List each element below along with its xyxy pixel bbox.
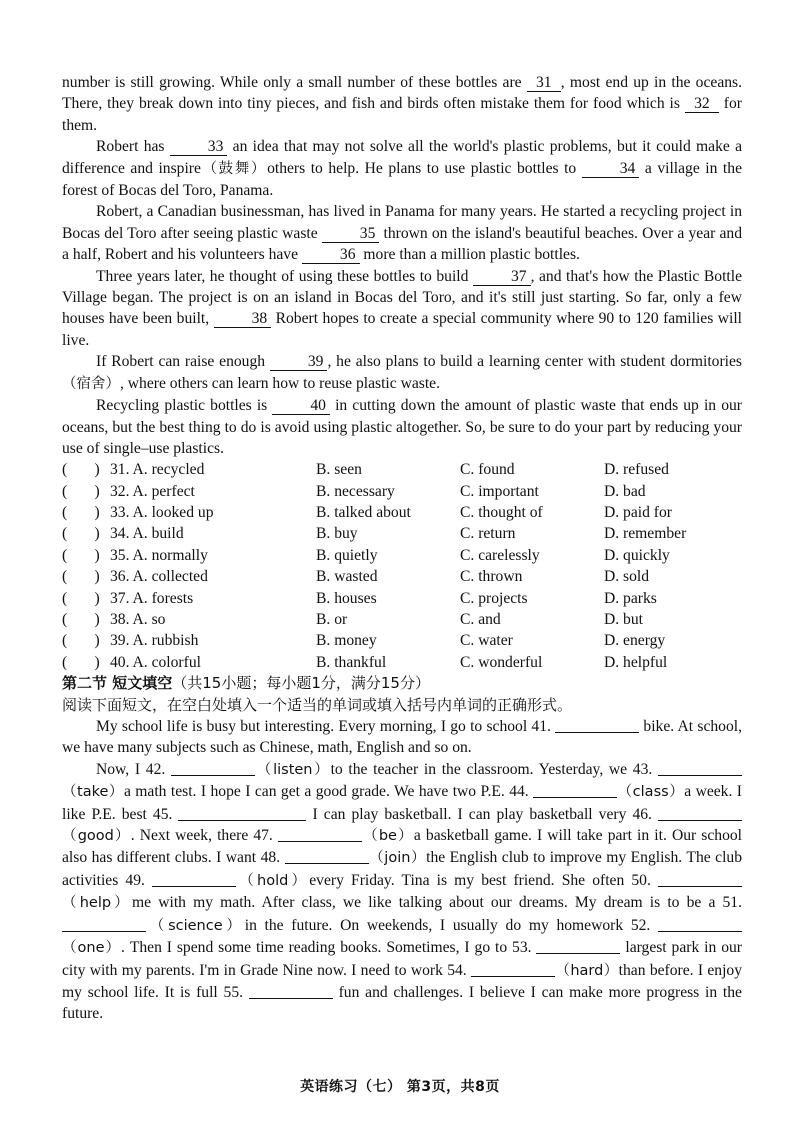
answer-bracket[interactable]: ( ) bbox=[62, 461, 100, 479]
passage-text: the English club to improve my English. The club activities 49. bbox=[62, 849, 742, 889]
answer-bracket[interactable]: ( ) bbox=[62, 482, 100, 500]
option-c: C. and bbox=[460, 611, 501, 629]
blank-number: 32 bbox=[685, 95, 719, 113]
answer-options bbox=[62, 459, 742, 673]
option-c: C. return bbox=[460, 525, 516, 543]
blank-number: 31 bbox=[527, 74, 561, 92]
option-d: D. quickly bbox=[604, 546, 670, 564]
option-b: B. talked about bbox=[316, 504, 411, 522]
option-row bbox=[62, 588, 742, 609]
blank-number: 33 bbox=[170, 138, 228, 156]
answer-bracket[interactable]: ( ) bbox=[62, 568, 100, 586]
passage-text: Robert, a Canadian businessman, has lived in Panama for many years. He started a recycling project in Bocas del Toro after seeing plastic waste bbox=[62, 203, 742, 242]
answer-bracket[interactable]: ( ) bbox=[62, 589, 100, 607]
blank-number: 35 bbox=[322, 225, 380, 243]
option-a: 39. A. rubbish bbox=[110, 632, 199, 650]
option-c: C. thought of bbox=[460, 504, 543, 522]
option-c: C. wonderful bbox=[460, 653, 543, 671]
option-b: B. thankful bbox=[316, 653, 387, 671]
passage-text: me with my math. After class, we like talking about our dreams. My dream is to be a 51. bbox=[132, 894, 742, 912]
passage-text: than before. I enjoy my school life. It is full 55. bbox=[62, 961, 742, 1001]
hint-text: （good） bbox=[62, 828, 131, 845]
answer-blank[interactable] bbox=[658, 916, 742, 932]
passage1-paragraph bbox=[62, 201, 742, 265]
option-a: 33. A. looked up bbox=[110, 504, 214, 522]
blank-number: 37 bbox=[473, 268, 531, 286]
option-row bbox=[62, 652, 742, 673]
hint-text: （鼓舞） bbox=[200, 160, 268, 177]
blank-number: 38 bbox=[214, 310, 272, 328]
passage-text: a basketball game. I will take part in it. Our school also has different clubs. I want 48. bbox=[62, 827, 743, 867]
answer-blank[interactable] bbox=[471, 961, 555, 977]
passage2-paragraph bbox=[62, 716, 742, 759]
answer-bracket[interactable]: ( ) bbox=[62, 632, 100, 650]
option-a: 32. A. perfect bbox=[110, 482, 195, 500]
passage1-paragraph bbox=[62, 351, 742, 395]
passage-text: others to help. He plans to use plastic bottles to bbox=[267, 159, 582, 177]
passage-text: My school life is busy but interesting. Every morning, I go to school 41. bbox=[96, 718, 556, 736]
answer-blank[interactable] bbox=[278, 826, 362, 842]
passage-text: Robert has bbox=[96, 138, 170, 156]
option-a: 35. A. normally bbox=[110, 546, 208, 564]
option-row bbox=[62, 523, 742, 544]
passage-text: Now, I 42. bbox=[96, 760, 171, 778]
option-b: B. quietly bbox=[316, 546, 378, 564]
option-b: B. seen bbox=[316, 461, 362, 479]
passage-text: , he also plans to build a learning center with student dormitories bbox=[327, 353, 742, 371]
option-row bbox=[62, 459, 742, 480]
blank-number: 36 bbox=[302, 246, 360, 264]
passage-text: , where others can learn how to reuse plastic waste. bbox=[120, 374, 440, 392]
hint-text: （listen） bbox=[254, 761, 331, 778]
answer-blank[interactable] bbox=[285, 848, 369, 864]
passage-text: . Then I spend some time reading books. Sometimes, I go to 53. bbox=[121, 939, 537, 957]
option-c: C. found bbox=[460, 461, 515, 479]
option-d: D. refused bbox=[604, 461, 669, 479]
option-row bbox=[62, 609, 742, 630]
option-d: D. remember bbox=[604, 525, 687, 543]
fill-in-passage bbox=[62, 716, 742, 1025]
option-b: B. houses bbox=[316, 589, 377, 607]
passage-text: If Robert can raise enough bbox=[96, 353, 270, 371]
passage-text: Recycling plastic bottles is bbox=[96, 397, 273, 415]
passage-text: Three years later, he thought of using these bottles to build bbox=[96, 267, 473, 285]
answer-blank[interactable] bbox=[658, 805, 742, 821]
passage-text: to the teacher in the classroom. Yesterday, we 43. bbox=[330, 760, 658, 778]
option-a: 34. A. build bbox=[110, 525, 184, 543]
section-instruction: 阅读下面短文，在空白处填入一个适当的单词或填入括号内单词的正确形式。 bbox=[62, 695, 573, 714]
blank-number: 40 bbox=[272, 397, 330, 415]
hint-text: （hard） bbox=[555, 962, 619, 979]
passage-text: a village in the forest of Bocas del Toro, Panama. bbox=[62, 159, 742, 200]
passage-text: Robert hopes to create a special community where 90 to 120 families will live. bbox=[62, 310, 742, 349]
option-c: C. water bbox=[460, 632, 513, 650]
answer-bracket[interactable]: ( ) bbox=[62, 611, 100, 629]
passage-text: number is still growing. While only a small number of these bottles are bbox=[62, 74, 527, 91]
blank-number: 39 bbox=[270, 353, 328, 371]
option-c: C. thrown bbox=[460, 568, 523, 586]
answer-bracket[interactable]: ( ) bbox=[62, 546, 100, 564]
answer-blank[interactable] bbox=[171, 760, 255, 776]
hint-text: （one） bbox=[62, 940, 122, 957]
passage-text: in the future. On weekends, I usually do my homework 52. bbox=[244, 916, 659, 934]
hint-text: （class） bbox=[617, 784, 685, 801]
hint-text: （宿舍） bbox=[62, 375, 120, 392]
passage-text: I can play basketball. I can play basketball very 46. bbox=[306, 805, 658, 823]
option-d: D. parks bbox=[604, 589, 657, 607]
option-c: C. projects bbox=[460, 589, 528, 607]
section-title bbox=[62, 673, 742, 694]
option-a: 40. A. colorful bbox=[110, 653, 201, 671]
answer-blank[interactable] bbox=[62, 916, 146, 932]
option-a: 37. A. forests bbox=[110, 589, 194, 607]
answer-blank[interactable] bbox=[249, 983, 333, 999]
option-a: 31. A. recycled bbox=[110, 461, 205, 479]
answer-bracket[interactable]: ( ) bbox=[62, 504, 100, 522]
passage-text: , most end up in the oceans. There, they break down into tiny pieces, and fish and birds often mistake them for food which is bbox=[62, 74, 742, 113]
option-a: 36. A. collected bbox=[110, 568, 208, 586]
passage-text: largest park in our city with my parents. I'm in Grade Nine now. I need to work 54. bbox=[62, 939, 742, 979]
option-row bbox=[62, 481, 742, 502]
passage-text: a week. I like P.E. best 45. bbox=[62, 783, 742, 823]
option-c: C. carelessly bbox=[460, 546, 540, 564]
option-b: B. or bbox=[316, 611, 348, 629]
section-title-text: 第二节 短文填空 bbox=[62, 674, 173, 693]
hint-text: （hold） bbox=[236, 872, 310, 889]
passage1-paragraph bbox=[62, 136, 742, 201]
option-d: D. paid for bbox=[604, 504, 672, 522]
passage-text: . Next week, there 47. bbox=[130, 827, 278, 845]
answer-blank[interactable] bbox=[536, 938, 620, 954]
option-d: D. bad bbox=[604, 482, 646, 500]
option-b: B. wasted bbox=[316, 568, 378, 586]
answer-bracket[interactable]: ( ) bbox=[62, 653, 100, 671]
answer-blank[interactable] bbox=[152, 871, 236, 887]
option-a: 38. A. so bbox=[110, 611, 166, 629]
option-row bbox=[62, 545, 742, 566]
option-d: D. energy bbox=[604, 632, 666, 650]
passage2-paragraph bbox=[62, 759, 742, 1025]
answer-blank[interactable] bbox=[555, 717, 639, 733]
passage-text: more than a million plastic bottles. bbox=[359, 246, 580, 264]
answer-blank[interactable] bbox=[658, 871, 742, 887]
option-row bbox=[62, 566, 742, 587]
answer-blank[interactable] bbox=[178, 805, 306, 821]
passage-text: fun and challenges. I believe I can make more progress in the future. bbox=[62, 983, 742, 1023]
section-scoring-rule: （共15小题；每小题1分，满分15分） bbox=[172, 674, 430, 693]
option-row bbox=[62, 630, 742, 651]
passage-text: an idea that may not solve all the world's plastic problems, but it could make a difference and inspire bbox=[62, 138, 742, 177]
option-b: B. buy bbox=[316, 525, 358, 543]
passage-text: for them. bbox=[62, 95, 742, 134]
passage-text: every Friday. Tina is my best friend. She often 50. bbox=[309, 871, 658, 889]
hint-text: （help） bbox=[62, 895, 133, 912]
passage-text: a math test. I hope I can get a good grade. We have two P.E. 44. bbox=[123, 783, 534, 801]
answer-blank[interactable] bbox=[658, 760, 742, 776]
hint-text: （be） bbox=[361, 828, 414, 845]
passage-text: , and that's how the Plastic Bottle Village began. The project is on an island in Bocas del Toro, and it's still just starting. So far, only a few houses have been built, bbox=[62, 267, 742, 328]
hint-text: （science） bbox=[146, 917, 245, 934]
passage1-paragraph bbox=[62, 395, 742, 459]
option-b: B. money bbox=[316, 632, 377, 650]
hint-text: （join） bbox=[368, 850, 427, 867]
hint-text: （take） bbox=[62, 784, 124, 801]
exam-page bbox=[62, 72, 742, 1025]
passage-text: bike. At school, we have many subjects such as Chinese, math, English and so on. bbox=[62, 718, 742, 757]
option-d: D. helpful bbox=[604, 653, 668, 671]
answer-bracket[interactable]: ( ) bbox=[62, 525, 100, 543]
passage-text: in cutting down the amount of plastic waste that ends up in our oceans, but the best thing to do is avoid using plastic altogether. So, be sure to do your part by reducing your use of single–use plastics. bbox=[62, 397, 742, 457]
option-c: C. important bbox=[460, 482, 539, 500]
passage1-paragraph bbox=[62, 72, 742, 136]
blank-number: 34 bbox=[582, 160, 640, 178]
page-footer: 英语练习（七） 第3页，共8页 bbox=[300, 1079, 500, 1095]
option-d: D. sold bbox=[604, 568, 650, 586]
option-row bbox=[62, 502, 742, 523]
cloze-passage bbox=[62, 72, 742, 459]
passage-text: thrown on the island's beautiful beaches. Over a year and a half, Robert and his volunteers have bbox=[62, 224, 742, 264]
passage1-paragraph bbox=[62, 266, 742, 352]
answer-blank[interactable] bbox=[533, 782, 617, 798]
option-b: B. necessary bbox=[316, 482, 395, 500]
option-d: D. but bbox=[604, 611, 643, 629]
